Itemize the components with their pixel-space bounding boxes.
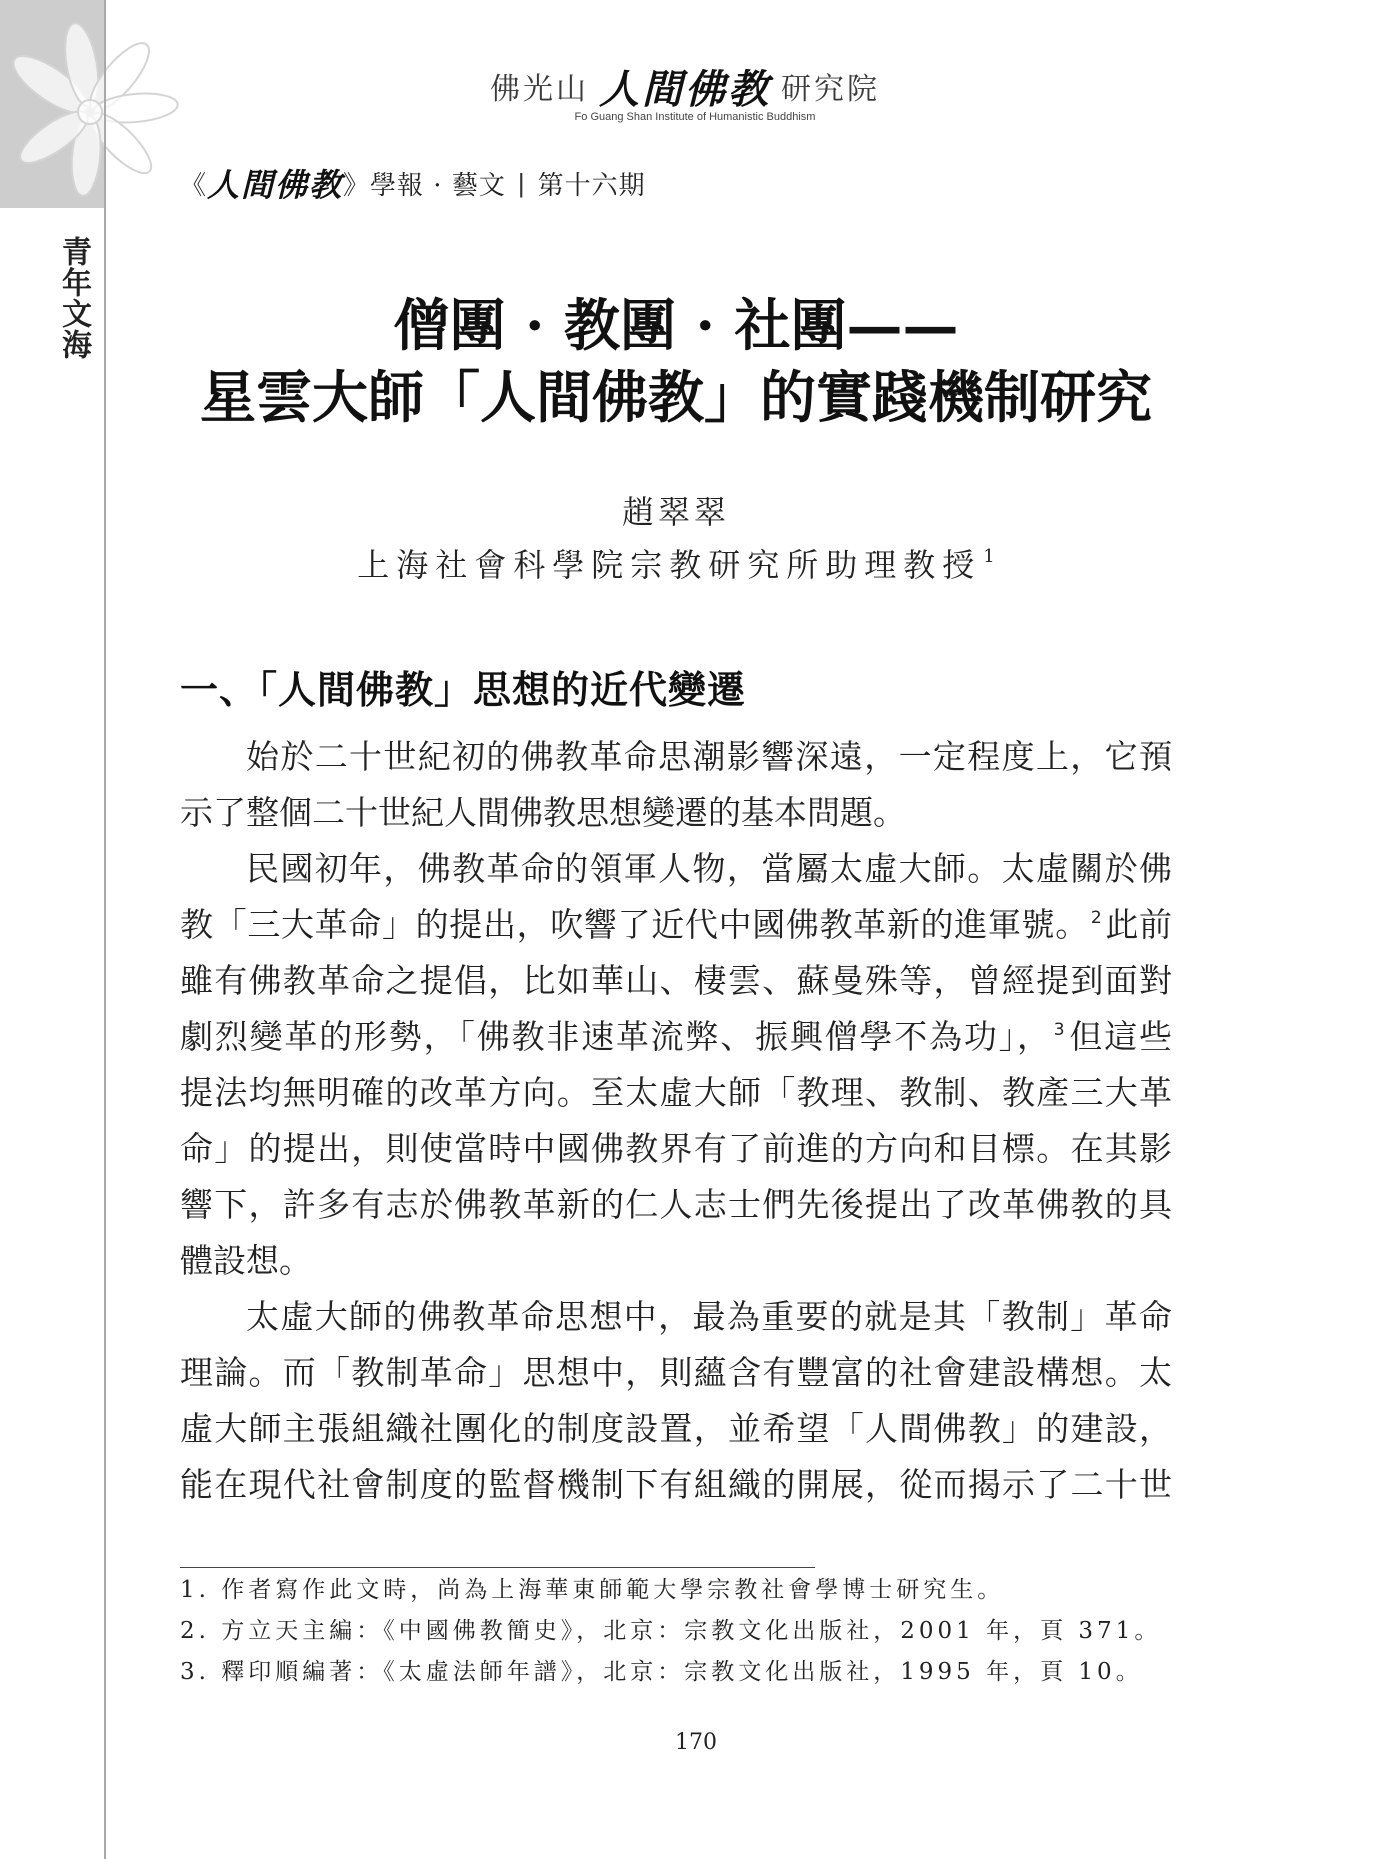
footnote-text: 釋印順編著：《太虛法師年譜》，北京：宗教文化出版社，1995 年，頁 10。 xyxy=(221,1659,1143,1685)
body-line: 太虛大師的佛教革命思想中，最為重要的就是其「教制」革命 xyxy=(246,1297,1172,1336)
body-line: 始於二十世紀初的佛教革命思潮影響深遠，一定程度上，它預 xyxy=(246,737,1172,776)
footnote xyxy=(180,1611,1180,1652)
body-line xyxy=(180,897,1172,953)
footnote-text: 作者寫作此文時，尚為上海華東師範大學宗教社會學博士研究生。 xyxy=(221,1577,1005,1603)
body-line-text: 教「三大革命」的提出，吹響了近代中國佛教革新的進軍號。 xyxy=(180,905,1089,944)
footnote xyxy=(180,1570,1180,1611)
footnote-number: 3. xyxy=(180,1659,210,1685)
institute-suffix: 研究院 xyxy=(781,72,880,107)
margin-rule xyxy=(104,0,106,1859)
footnote xyxy=(180,1652,1180,1693)
footnotes xyxy=(180,1570,1180,1693)
body-line: 提法均無明確的改革方向。至太虛大師「教理、教制、教產三大革 xyxy=(180,1073,1172,1112)
body-line: 虛大師主張組織社團化的制度設置，並希望「人間佛教」的建設， xyxy=(180,1409,1172,1448)
section-tab: 青年文海 xyxy=(56,236,91,360)
body-line: 命」的提出，則使當時中國佛教界有了前進的方向和目標。在其影 xyxy=(180,1129,1172,1168)
body-line: 示了整個二十世紀人間佛教思想變遷的基本問題。 xyxy=(180,793,906,832)
footnote-ref: 1 xyxy=(983,546,995,567)
footnote-text: 方立天主編：《中國佛教簡史》，北京：宗教文化出版社，2001 年，頁 371。 xyxy=(221,1618,1162,1644)
journal-issue: 第十六期 xyxy=(537,170,646,201)
journal-running-head xyxy=(180,164,646,202)
title-line: 星雲大師「人間佛教」的實踐機制研究 xyxy=(200,365,1152,431)
article-title xyxy=(180,290,1172,434)
body-line xyxy=(180,1009,1172,1065)
journal-logo: 人間佛教 xyxy=(207,166,344,204)
affiliation-text: 上海社會科學院宗教研究所助理教授 xyxy=(357,546,982,584)
body-line: 體設想。 xyxy=(180,1241,312,1280)
title-line: 僧團 · 教團 · 社團—— xyxy=(393,293,959,359)
body-text xyxy=(180,729,1172,1513)
footnote-number: 1. xyxy=(180,1577,210,1603)
journal-separator: | xyxy=(517,167,526,198)
body-line-text: 劇烈變革的形勢，「佛教非速革流弊、振興僧學不為功」， xyxy=(180,1017,1052,1056)
footnote-rule xyxy=(180,1567,815,1568)
body-line-text: 此前 xyxy=(1104,905,1172,944)
lotus-center xyxy=(78,100,102,124)
institute-prefix: 佛光山 xyxy=(490,72,589,107)
journal-name: 》學報 · 藝文 xyxy=(343,170,506,201)
footnote-number: 2. xyxy=(180,1618,210,1644)
body-line: 響下，許多有志於佛教革新的仁人志士們先後提出了改革佛教的具 xyxy=(180,1185,1172,1224)
footnote-ref: 2 xyxy=(1090,908,1102,928)
body-line: 能在現代社會制度的監督機制下有組織的開展，從而揭示了二十世 xyxy=(180,1465,1172,1504)
body-line: 理論。而「教制革命」思想中，則蘊含有豐富的社會建設構想。太 xyxy=(180,1353,1172,1392)
institute-english-name: Fo Guang Shan Institute of Humanistic Buddhism xyxy=(574,111,816,123)
body-line: 雖有佛教革命之提倡，比如華山、棲雲、蘇曼殊等，曾經提到面對 xyxy=(180,961,1172,1000)
footnote-ref: 3 xyxy=(1053,1020,1065,1040)
page-number: 170 xyxy=(675,1730,717,1755)
section-heading: 一、「人間佛教」思想的近代變遷 xyxy=(180,668,747,712)
author-affiliation xyxy=(180,543,1172,587)
body-line-text: 但這些 xyxy=(1067,1017,1172,1056)
journal-open-bracket: 《 xyxy=(180,170,208,201)
author-name: 趙翠翠 xyxy=(621,493,730,531)
institute-logo: 人間佛教 xyxy=(599,65,771,113)
body-line: 民國初年，佛教革命的領軍人物，當屬太虛大師。太虛關於佛 xyxy=(246,849,1172,888)
institute-header xyxy=(490,62,880,113)
